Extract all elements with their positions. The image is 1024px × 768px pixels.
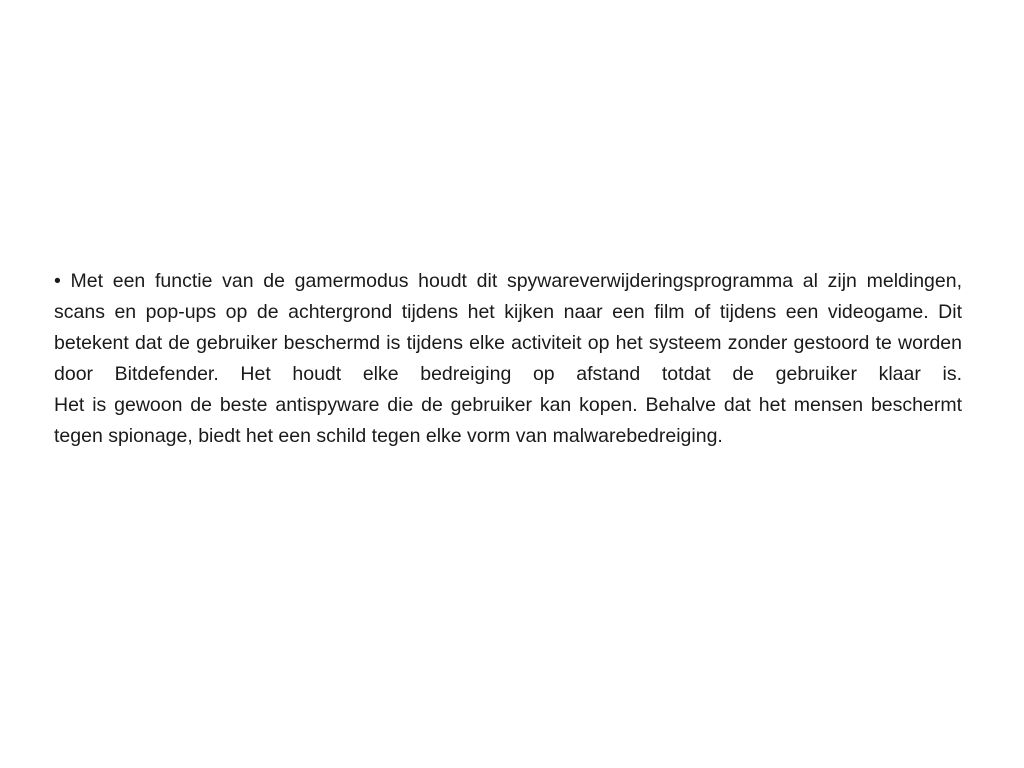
body-text	[54, 266, 962, 452]
paragraph-best-antispyware: Het is gewoon de beste antispyware die de gebruiker kan kopen. Behalve dat het mensen beschermt tegen spionage, biedt het een schild tegen elke vorm van malwarebedreiging.	[54, 394, 962, 447]
paragraph-bitdefender-gamer-mode: • Met een functie van de gamermodus houdt dit spywareverwijderingsprogramma al zijn meldingen, scans en pop-ups op de achtergrond tijdens het kijken naar een film of tijdens een videogame. Dit betekent dat de gebruiker beschermd is tijdens elke activiteit op het systeem zonder gestoord te worden door Bitdefender. Het houdt elke bedreiging op afstand totdat de gebruiker klaar is.	[54, 270, 962, 385]
